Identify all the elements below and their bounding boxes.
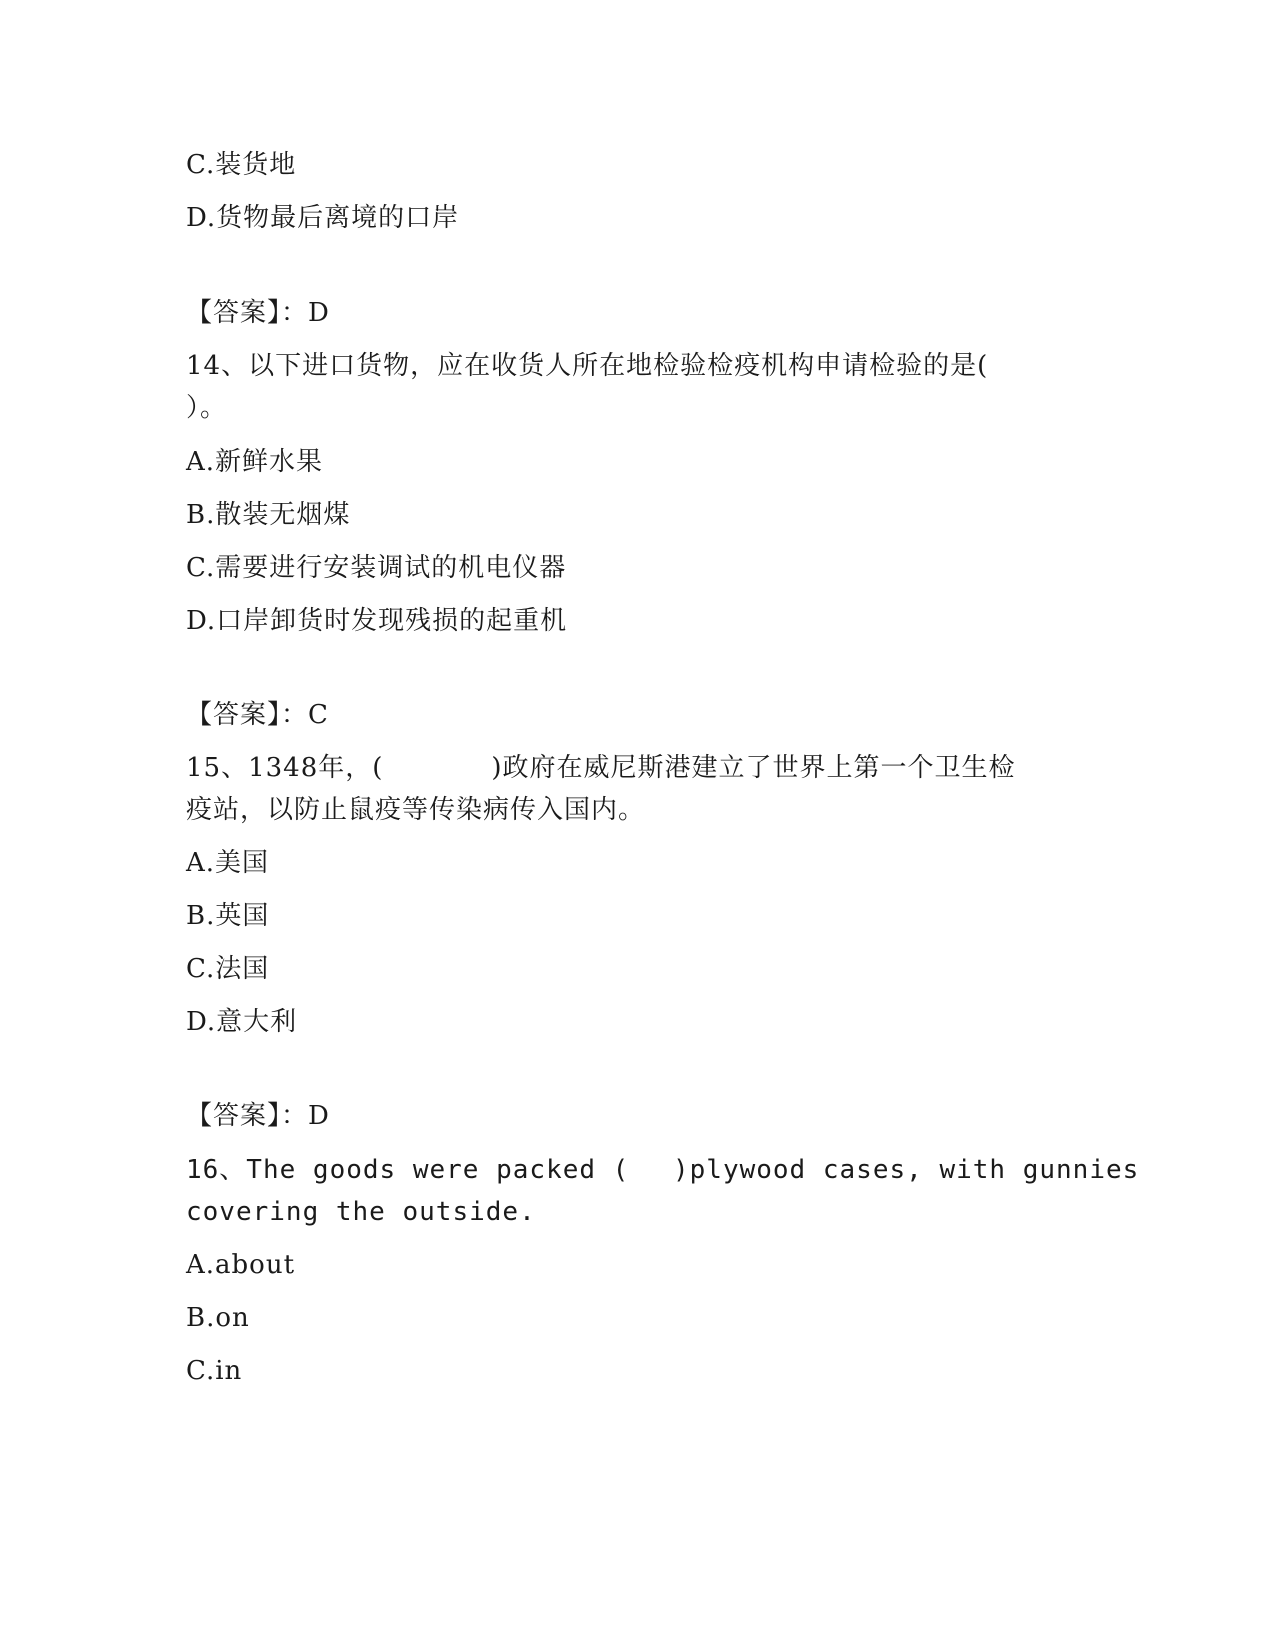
q16-stem-line2: covering the outside. xyxy=(186,1197,536,1227)
q16-stem-line1: 16、The goods were packed ( )plywood cases, with gunnies xyxy=(186,1155,1140,1185)
q14-option-d: D.口岸卸货时发现残损的起重机 xyxy=(186,606,568,636)
q15-option-a: A.美国 xyxy=(186,848,270,878)
q13-option-d: D.货物最后离境的口岸 xyxy=(186,203,460,233)
q16-option-a: A.about xyxy=(186,1250,296,1280)
q14-answer: 【答案】：C xyxy=(186,700,329,730)
q14-option-c: C.需要进行安装调试的机电仪器 xyxy=(186,553,567,583)
q14-option-a: A.新鲜水果 xyxy=(186,447,324,477)
q15-option-d: D.意大利 xyxy=(186,1007,298,1037)
q15-stem-line1: 15、1348年，( )政府在威尼斯港建立了世界上第一个卫生检 xyxy=(186,753,1016,783)
q15-stem-line2: 疫站，以防止鼠疫等传染病传入国内。 xyxy=(186,795,646,825)
q14-stem-line2: ）。 xyxy=(186,393,228,423)
q15-answer: 【答案】：D xyxy=(186,1101,330,1131)
q13-option-c: C.装货地 xyxy=(186,150,297,180)
q15-option-b: B.英国 xyxy=(186,901,270,931)
q14-stem-line1: 14、以下进口货物，应在收货人所在地检验检疫机构申请检验的是( xyxy=(186,351,989,381)
q16-option-b: B.on xyxy=(186,1303,250,1333)
q13-answer: 【答案】：D xyxy=(186,298,330,328)
q15-option-c: C.法国 xyxy=(186,954,270,984)
q14-option-b: B.散装无烟煤 xyxy=(186,500,351,530)
q16-option-c: C.in xyxy=(186,1356,243,1386)
